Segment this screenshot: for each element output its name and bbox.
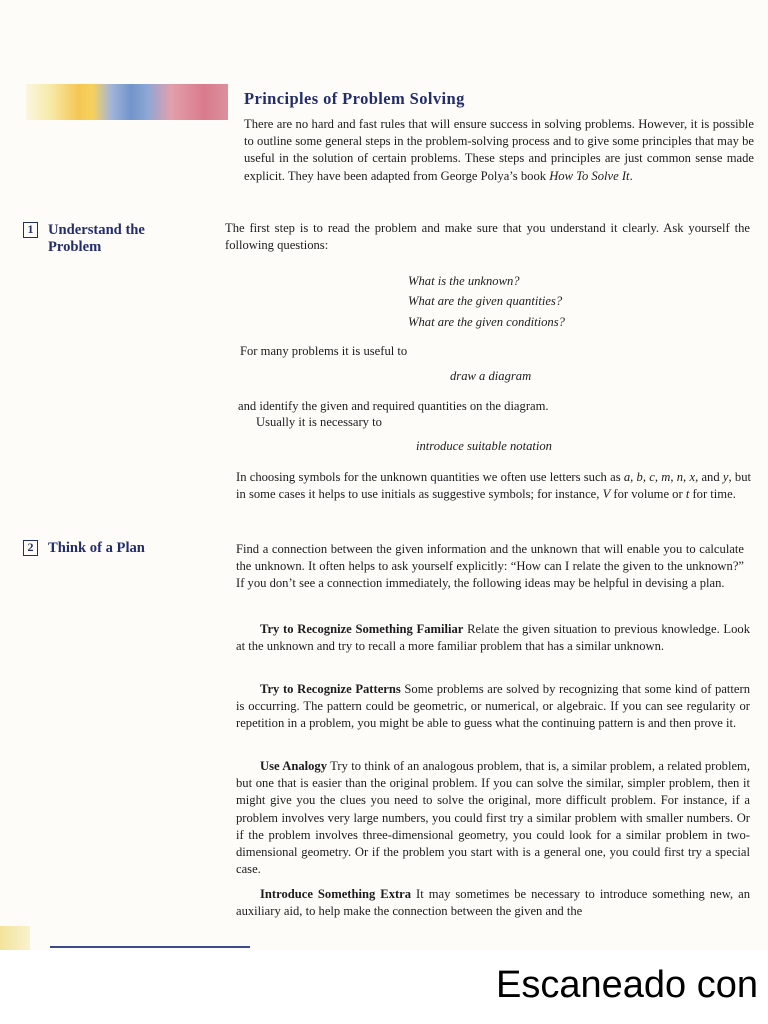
diagram-lead: For many problems it is useful to (240, 344, 408, 358)
strategy-familiar: Try to Recognize Something Familiar Relate the given situation to previous knowledge. Look at the unknown and try to recall a more familiar problem that has a similar unknown. (236, 622, 750, 654)
symbols-paragraph: In choosing symbols for the unknown quantities we often use letters such as a, b, c, m, n, x, and y, but in some cases it helps to use initials as suggestive symbols; for instance, V for volume or t for time. (236, 470, 751, 502)
strategy-analogy: Use Analogy Try to think of an analogous problem, that is, a similar problem, a related problem, but one that is easier than the original problem. If you can solve the similar, simpler problem, then it might give you the clues you need to solve the original, more difficult problem. For instance, if a problem involves very large numbers, you could first try a similar problem with smaller numbers. Or if the problem involves three-dimensional geometry, you could look for a similar problem in two-dimensional geometry. Or if the problem you start with is a general one, you could first try a special case. (236, 759, 750, 877)
step-2-title-line1: Think of a Plan (48, 540, 145, 556)
notation-lead: Usually it is necessary to (256, 415, 382, 429)
plan-intro: Find a connection between the given information and the unknown that will enable you to calculate the unknown. It often helps to ask yourself explicitly: “How can I relate the given to the unknown?” If you don’t see a connection immediately, the following ideas may be helpful in devising a plan. (236, 542, 744, 591)
step-1-heading (23, 222, 145, 256)
question-unknown: What is the unknown? (408, 274, 520, 288)
step-1-title-line2: Problem (48, 239, 102, 255)
step-1-number: 1 (23, 222, 38, 238)
section-title: Principles of Problem Solving (244, 89, 465, 108)
notation-phrase: introduce suitable notation (416, 439, 552, 453)
understand-intro: The first step is to read the problem and make sure that you understand it clearly. Ask yourself the following questions: (225, 221, 750, 253)
step-1-title-line1: Understand the (48, 222, 145, 238)
step-2-heading (23, 540, 145, 557)
strategy-extra: Introduce Something Extra It may sometimes be necessary to introduce something new, an auxiliary aid, to help make the connection between the given and the (236, 887, 750, 919)
strategy-patterns: Try to Recognize Patterns Some problems are solved by recognizing that some kind of pattern is occurring. The pattern could be geometric, or numerical, or algebraic. If you can see regularity or repetition in a problem, you might be able to guess what the continuing pattern is and then prove it. (236, 682, 750, 731)
step-2-number: 2 (23, 540, 38, 556)
footer-rule (50, 946, 250, 948)
book-title: How To Solve It (549, 168, 630, 183)
scanner-watermark: Escaneado con (496, 964, 758, 1006)
decorative-color-band (26, 84, 228, 120)
question-given-quantities: What are the given quantities? (408, 294, 563, 308)
question-given-conditions: What are the given conditions? (408, 315, 565, 329)
strategy-patterns-lead: Try to Recognize Patterns (260, 682, 401, 696)
strategy-analogy-lead: Use Analogy (260, 759, 328, 773)
strategy-familiar-lead: Try to Recognize Something Familiar (260, 622, 464, 636)
diagram-phrase: draw a diagram (450, 369, 532, 383)
decorative-corner-swatch (0, 926, 30, 950)
intro-paragraph: There are no hard and fast rules that will ensure success in solving problems. However, it is possible to outline some general steps in the problem-solving process and to give some principles that may be useful in the solution of certain problems. These steps and principles are just common sense made explicit. They have been adapted from George Polya’s book How To Solve It. (244, 117, 754, 183)
strategy-extra-lead: Introduce Something Extra (260, 887, 412, 901)
identify-line: and identify the given and required quantities on the diagram. (238, 399, 549, 413)
